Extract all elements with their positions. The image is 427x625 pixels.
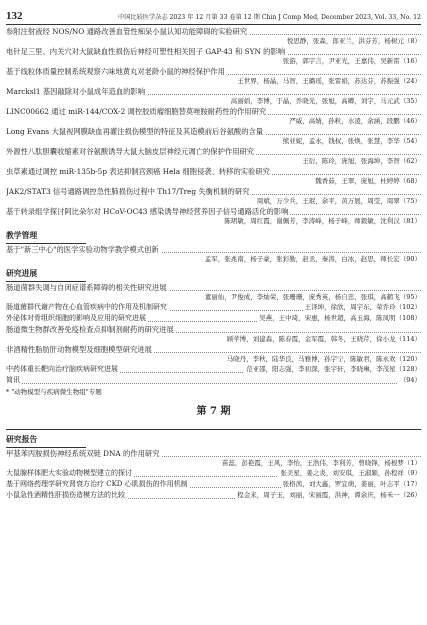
toc-entry-authors: 周斌，万少兵，王珉，余平，黄万展，周莹，周翠（75） [256,197,421,205]
toc-entry-title[interactable]: LINC00662 通过 miR-144/COX-2 调控胶质瘤细胞替莫唑胺耐药性的作用研究 [6,106,421,117]
entry-group-a [6,26,421,226]
section-heading-research: 研究报告 [6,434,86,448]
toc-entry-authors: 张游，郭宇言，尹亚光，王嘉伟，吴新雷（16） [282,57,421,65]
toc-entry-title[interactable]: 基于"新三中心"的医学实验动物学教学模式创新 [6,244,421,255]
toc-entry-authors: 王世界，杨晶，马智，王璐瑶，张雷娟，苏达芬，苏振强（24） [237,77,421,85]
toc-entry-title[interactable]: 肠道微生物群改善免疫检查点抑制剂耐药的研究进展 [6,324,421,335]
toc-entry-authors: 王泽坤，徐欣，周宇东，荣乔玲（102） [304,303,421,311]
toc-entry-authors: 悦思静，张森，郎亚兰，洪芬芳，杨树元（8） [286,37,421,45]
toc-entry-brief[interactable]: 简讯 （94） [6,376,421,384]
toc-entry-title[interactable]: Marcksl1 基因敲除对小鼠成年造血的影响 [6,86,421,97]
toc-entry-authors: 程金来，周子玉，刘丽，宋丽霞，洪神，谭余庆，杨禾一（26） [237,491,421,499]
toc-entry-authors: 苗蕊，彭艳霞，王风，李怡，王浩伟，李利芳，曾晓锋，杨根梦（1） [221,459,421,467]
journal-running-head: 中国比较医学杂志 2023 年 12 月第 33 卷第 12 期 Chin J Comp Med, December 2023, Vol. 33, No. 12 [118,14,421,21]
toc-entry-title[interactable]: 虫草素通过调控 miR-135b-5p 表达抑制宫颈癌 Hela 细胞侵袭、转移的实验研究 [6,166,421,177]
section-heading-review: 研究进展 [6,268,86,282]
toc-entry-authors: 王衍，陈玲，庞旭，张海坤，李智（62） [302,157,421,165]
toc-entry-inline[interactable]: 外泌体对骨组织细胞的影响及应用的研究进展 吴燕，王中琦，宋惠，杨世超，高玉海，陈凤明（108） [6,314,421,322]
toc-entry-authors: 董丽仙，尹俊成，李灿荣，张珊珊，庞秀英，杨自忠，张琪，高鹤飞（95） [204,293,421,301]
toc-entry-page: （94） [399,376,421,384]
toc-entry-inline[interactable]: 中药体重长靶向治疗脑疾病研究进展 范亚邵，阳志强，李初深，张宇轩，李晓琳，李茂星（128） [6,365,421,373]
toc-entry-authors: 范亚邵，阳志强，李初深，张宇轩，李晓琳，李茂星（128） [246,365,421,373]
toc-entry-authors: 陈珺敏，周红霞，谢佩芳，李涛峰，杨子峰，师毅敏，沈利汉（81） [224,217,421,225]
toc-entry-authors: 熊亚妮，孟永，钱权，张焕，张慧，李华（54） [282,137,421,145]
toc-entry-inline[interactable]: 基于网络药理学研究肾衰方治疗 CKD 心肌损伤的作用机制 张格茜，刘大鑫，罗宜萌，姜丽，叶志平（17） [6,480,421,488]
toc-entry-title[interactable]: 基于转录组学探讨阿比朵尔对 HCoV-OC43 感染诱导神经营养因子信号通路活化的影响 [6,206,421,217]
toc-entry-title[interactable]: 非酒精性脂肪肝动物模型及细胞模型研究进展 [6,344,421,355]
toc-entry-inline[interactable]: 大鼠腺样体肥大实验动物模型建立的探讨 张美星，姜之炎，刘安琪，王淑颖，孙程祥（9） [6,469,421,477]
issue-rule [6,429,421,430]
toc-entry-title[interactable]: Long Evans 大鼠视网膜缺血再灌注损伤模型的特征及其造模前后谷氨酸的含量 [6,126,421,137]
toc-entry-authors: 顾苹博，刘建森，陈春霞，金军霞，韩冬，王晓芹，徐小龙（114） [226,335,421,343]
toc-entry-title[interactable]: 电针足三里、内关穴对大鼠缺血性损伤后神经可塑性相关因子 GAP-43 和 SYN 的影响 [6,46,421,57]
toc-entry-authors: 马晓丹，李秋，陆华良，马雅博，孙宇宁，陈敏君，陈永欢（120） [226,355,421,363]
toc-entry-inline[interactable]: 肠道菌群代谢产物在心血管疾病中的作用及机制研究 王泽坤，徐欣，周宇东，荣乔玲（102） [6,303,421,311]
page-header [0,0,427,22]
toc-entry-title[interactable]: 参附注射液经 NOS/NO 通路改善血管性痴呆小鼠认知功能障碍的实验研究 [6,26,421,37]
toc-entry-authors: 张格茜，刘大鑫，罗宜萌，姜丽，叶志平（17） [282,480,421,488]
toc-entry-authors: 孟军，张兆南，杨子豪，张彩勤，赵丞，秦涛，白冰，赵思，师长宏（90） [204,255,421,263]
page-number: 132 [6,10,23,22]
toc-entry-title[interactable]: 外源性八肽胆囊收缩素对谷氨酸诱导大鼠大脑皮层神经元凋亡的保护作用研究 [6,146,421,157]
toc-entry-authors: 高丽娟，李博，于晶，乔晓光，张旭，高卿，刘宇，马元武（35） [230,97,421,105]
issue-label: 第 7 期 [196,406,231,417]
toc-entry-authors: 张美星，姜之炎，刘安琪，王淑颖，孙程祥（9） [280,469,421,477]
toc-entry-authors: 吴燕，王中琦，宋惠，杨世超，高玉海，陈凤明（108） [259,314,421,322]
header-rule [6,24,421,25]
toc-content [6,26,421,501]
footnote: * "动物模型与疾病微生物组"专题 [6,388,102,396]
toc-entry-title[interactable]: 甲基苯丙胺损伤神经系统双链 DNA 的作用研究 [6,448,421,459]
toc-entry-inline[interactable]: 小鼠急性酒精性肝损伤造模方法的比较 程金来，周子玉，刘丽，宋丽霞，洪神，谭余庆，杨禾一（26） [6,491,421,499]
toc-entry-authors: 魏香茹，王翠，庞旭，杜婷婷（68） [315,177,421,185]
toc-entry-authors: 严威，高婧，孙粒，水凌，余涵，段鹏（46） [289,117,421,125]
toc-entry-title[interactable]: JAK2/STAT3 信号通路调控急性肺损伤过程中 Th17/Treg 失衡机制的研究 [6,186,421,197]
section-heading-teaching: 教学管理 [6,230,86,244]
toc-entry-title[interactable]: 肠道菌群失调与自闭症谱系障碍的相关性研究进展 [6,282,421,293]
toc-entry-title[interactable]: 基于线粒体质量控制系统观察六味地黄丸对老龄小鼠的神经保护作用 [6,66,421,77]
